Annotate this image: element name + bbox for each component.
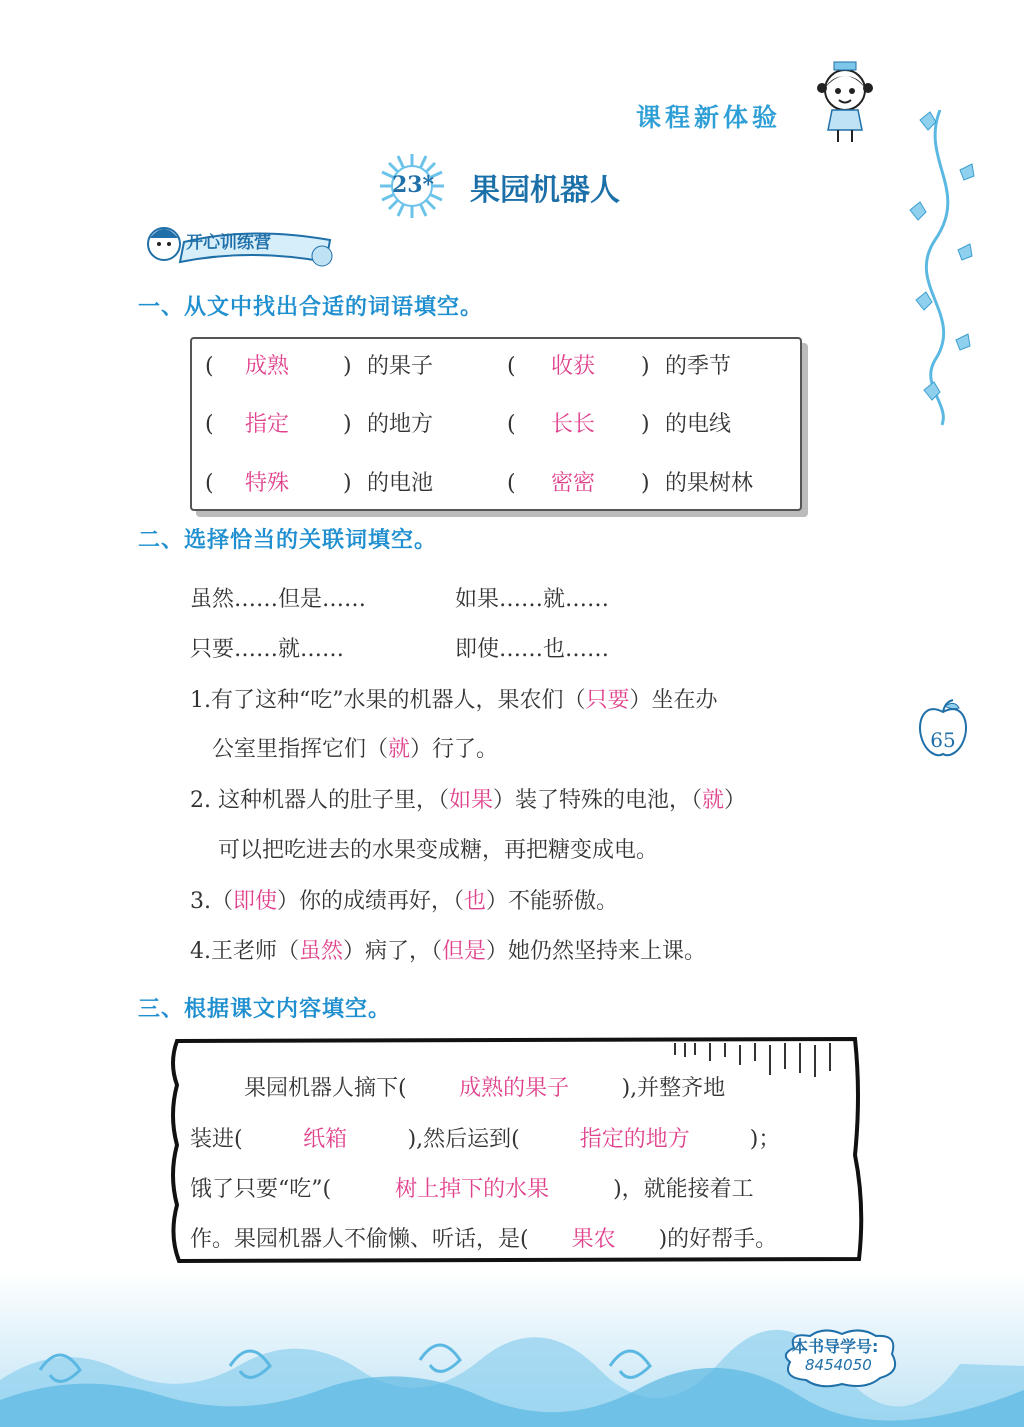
section3-heading: 三、根据课文内容填空。 bbox=[138, 997, 392, 1022]
s1-row2: ( 指定 ) 的地方 ( 长长 ) 的电线 bbox=[205, 407, 731, 438]
s3-answer-1: 成熟的果子 bbox=[459, 1076, 570, 1101]
option-3: 只要……就…… bbox=[190, 637, 345, 662]
guide-number: 8454050 bbox=[805, 1356, 872, 1374]
s1-r2-b-answer: 长长 bbox=[551, 412, 596, 437]
question-3: 3.（即使）你的成绩再好，（也）不能骄傲。 bbox=[190, 889, 619, 914]
s1-r1-b-text: 的季节 bbox=[665, 354, 732, 379]
s1-r3-a-answer: 特殊 bbox=[245, 471, 290, 496]
series-brand: 课程新体验 bbox=[636, 103, 782, 132]
question-2-line1: 2. 这种机器人的肚子里，（如果）装了特殊的电池，（就） bbox=[190, 788, 747, 813]
q4-answer-1: 虽然 bbox=[299, 939, 344, 964]
s1-r3-a-text: 的电池 bbox=[367, 471, 434, 496]
q2-answer-2: 就 bbox=[702, 788, 725, 813]
girl-mascot-icon bbox=[812, 58, 878, 144]
s3-answer-5: 果农 bbox=[571, 1227, 616, 1252]
s3-answer-2: 纸箱 bbox=[303, 1127, 348, 1152]
s1-r3-b-text: 的果树林 bbox=[665, 471, 754, 496]
page-number: 65 bbox=[930, 728, 956, 752]
option-2: 如果……就…… bbox=[455, 587, 610, 612]
s1-r2-a-text: 的地方 bbox=[367, 412, 434, 437]
q1-answer-2: 就 bbox=[388, 737, 411, 762]
s1-r1-a-text: 的果子 bbox=[367, 354, 434, 379]
s1-r2-a-answer: 指定 bbox=[245, 412, 290, 437]
vine-decoration-icon bbox=[880, 100, 1000, 430]
question-2-line2: 可以把吃进去的水果变成糖，再把糖变成电。 bbox=[218, 838, 659, 863]
option-4: 即使……也…… bbox=[455, 637, 610, 662]
s3-answer-3: 指定的地方 bbox=[579, 1127, 690, 1152]
s1-r3-b-answer: 密密 bbox=[551, 471, 596, 496]
q2-answer-1: 如果 bbox=[448, 788, 493, 813]
q1-answer-1: 只要 bbox=[585, 688, 630, 713]
s1-r2-b-text: 的电线 bbox=[665, 412, 732, 437]
s3-answer-4: 树上掉下的水果 bbox=[395, 1177, 550, 1202]
banner-label: 开心训练营 bbox=[186, 233, 271, 253]
section2-heading: 二、选择恰当的关联词填空。 bbox=[138, 528, 438, 553]
s3-line4: 作。果园机器人不偷懒、听话，是( 果农 )的好帮手。 bbox=[190, 1222, 777, 1253]
q3-answer-2: 也 bbox=[464, 889, 487, 914]
guide-label: 本书导学号: bbox=[792, 1337, 879, 1356]
question-1-line2: 公室里指挥它们（就）行了。 bbox=[212, 737, 499, 762]
s1-r1-b-answer: 收获 bbox=[551, 354, 596, 379]
s3-line2: 装进( 纸箱 ),然后运到( 指定的地方 )； bbox=[190, 1122, 780, 1153]
s3-line1: 果园机器人摘下( 成熟的果子 ),并整齐地 bbox=[244, 1071, 725, 1102]
lesson-title: 果园机器人 bbox=[470, 173, 620, 208]
s1-row1: ( 成熟 ) 的果子 ( 收获 ) 的季节 bbox=[205, 349, 731, 380]
question-1-line1: 1.有了这种“吃”水果的机器人，果农们（只要）坐在办 bbox=[190, 688, 718, 713]
question-4: 4.王老师（虽然）病了，（但是）她仍然坚持来上课。 bbox=[190, 939, 707, 964]
lesson-number: 23* bbox=[391, 172, 435, 198]
option-1: 虽然……但是…… bbox=[190, 587, 367, 612]
s1-r1-a-answer: 成熟 bbox=[245, 354, 290, 379]
s3-line3: 饿了只要“吃”( 树上掉下的水果 )，就能接着工 bbox=[190, 1172, 754, 1203]
q4-answer-2: 但是 bbox=[442, 939, 487, 964]
s1-row3: ( 特殊 ) 的电池 ( 密密 ) 的果树林 bbox=[205, 466, 753, 497]
section1-heading: 一、从文中找出合适的词语填空。 bbox=[138, 295, 484, 320]
q3-answer-1: 即使 bbox=[233, 889, 278, 914]
